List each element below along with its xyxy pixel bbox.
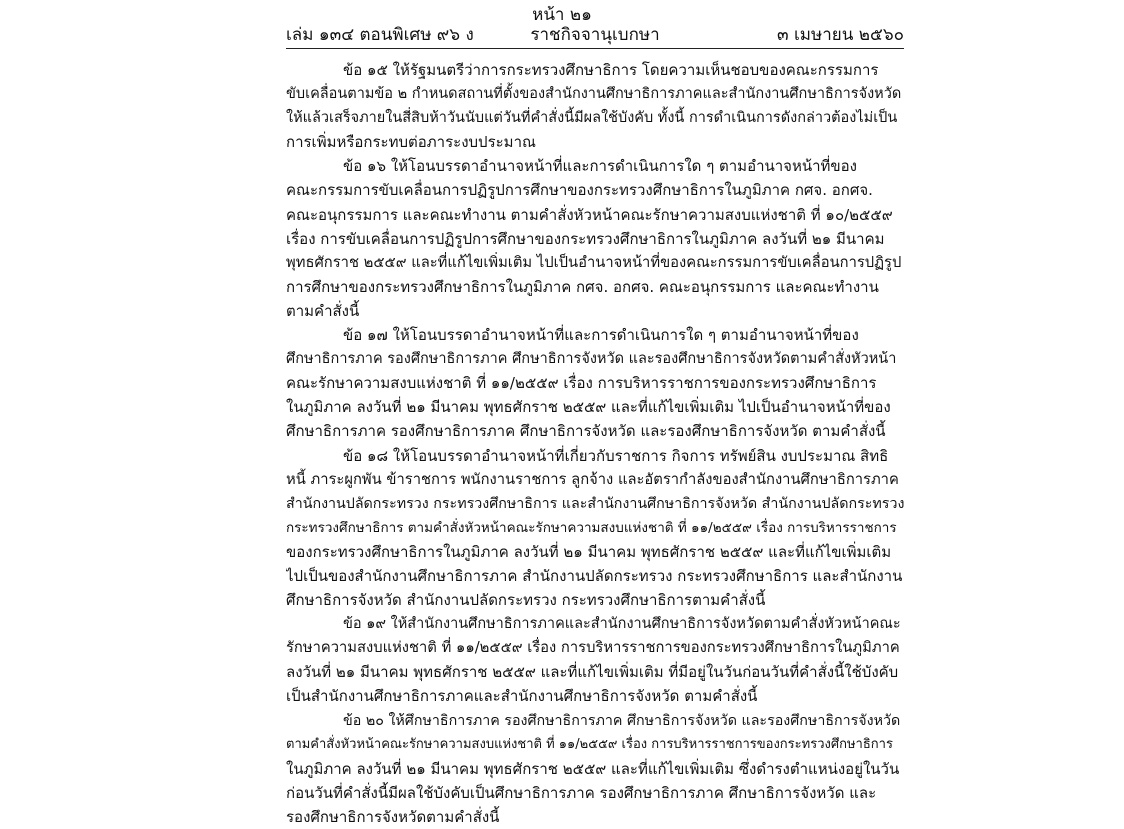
clause-line: การศึกษาของกระทรวงศึกษาธิการในภูมิภาค กศจ. อกศจ. คณะอนุกรรมการ และคณะทำงาน <box>286 277 879 296</box>
clause-line: ก่อนวันที่คำสั่งนี้มีผลใช้บังคับเป็นศึกษาธิการภาค รองศึกษาธิการภาค ศึกษาธิการจังหวัด และ <box>286 783 877 802</box>
clause-line: ขับเคลื่อนตามข้อ ๒ กำหนดสถานที่ตั้งของสำนักงานศึกษาธิการภาคและสำนักงานศึกษาธิการจังหวัด <box>286 86 902 103</box>
clause-line: การเพิ่มหรือกระทบต่อภาระงบประมาณ <box>286 133 536 152</box>
clause-line: กระทรวงศึกษาธิการ ตามคำสั่งหัวหน้าคณะรักษาความสงบแห่งชาติ ที่ ๑๑/๒๕๕๙ เรื่อง การบริหารราชการ <box>286 519 897 536</box>
clause-line: หนี้ ภาระผูกพัน ข้าราชการ พนักงานราชการ ลูกจ้าง และอัตรากำลังของสำนักงานศึกษาธิการภาค <box>286 470 899 488</box>
clause-first-line: ข้อ ๒๐ ให้ศึกษาธิการภาค รองศึกษาธิการภาค ศึกษาธิการจังหวัด และรองศึกษาธิการจังหวัด <box>343 712 901 729</box>
clause-line: ไปเป็นของสำนักงานศึกษาธิการภาค สำนักงานปลัดกระทรวง กระทรวงศึกษาธิการ และสำนักงาน <box>286 566 903 585</box>
clause-paragraph <box>286 154 904 323</box>
clause-paragraph <box>286 612 904 708</box>
clause-line: เป็นสำนักงานศึกษาธิการภาคและสำนักงานศึกษาธิการจังหวัด ตามคำสั่งนี้ <box>286 687 758 706</box>
clause-line: ในภูมิภาค ลงวันที่ ๒๑ มีนาคม พุทธศักราช ๒๕๕๙ และที่แก้ไขเพิ่มเติม ซึ่งดำรงตำแหน่งอยู่ในวัน <box>286 759 900 778</box>
clause-first-line: ข้อ ๑๗ ให้โอนบรรดาอำนาจหน้าที่และการดำเนินการใด ๆ ตามอำนาจหน้าที่ของ <box>343 326 859 345</box>
clause-first-line: ข้อ ๑๘ ให้โอนบรรดาอำนาจหน้าที่เกี่ยวกับราชการ กิจการ ทรัพย์สิน งบประมาณ สิทธิ <box>343 446 889 465</box>
clause-paragraph <box>286 709 904 829</box>
clause-line: คณะกรรมการขับเคลื่อนการปฏิรูปการศึกษาของกระทรวงศึกษาธิการในภูมิภาค กศจ. อกศจ. <box>286 181 873 200</box>
clause-line: ของกระทรวงศึกษาธิการในภูมิภาค ลงวันที่ ๒๑ มีนาคม พุทธศักราช ๒๕๕๙ และที่แก้ไขเพิ่มเติม <box>286 542 892 561</box>
document-body <box>286 58 904 829</box>
clause-line: ศึกษาธิการจังหวัด สำนักงานปลัดกระทรวง กระทรวงศึกษาธิการตามคำสั่งนี้ <box>286 591 766 610</box>
publication-date: ๓ เมษายน ๒๕๖๐ <box>776 25 904 45</box>
page-header <box>286 24 904 46</box>
clause-first-line: ข้อ ๑๙ ให้สำนักงานศึกษาธิการภาคและสำนักงานศึกษาธิการจังหวัดตามคำสั่งหัวหน้าคณะ <box>343 616 901 633</box>
clause-line: ให้แล้วเสร็จภายในสี่สิบห้าวันนับแต่วันที่คำสั่งนี้มีผลใช้บังคับ ทั้งนี้ การดำเนินการดังกล่าวต้องไม่เป็น <box>286 110 898 127</box>
clause-line: รักษาความสงบแห่งชาติ ที่ ๑๑/๒๕๕๙ เรื่อง การบริหารราชการของกระทรวงศึกษาธิการในภูมิภาค <box>286 639 900 657</box>
clause-line: ลงวันที่ ๒๑ มีนาคม พุทธศักราช ๒๕๕๙ และที่แก้ไขเพิ่มเติม ที่มีอยู่ในวันก่อนวันที่คำสั่งนี้ใช้บังคับ <box>286 663 899 682</box>
clause-first-line: ข้อ ๑๖ ให้โอนบรรดาอำนาจหน้าที่และการดำเนินการใด ๆ ตามอำนาจหน้าที่ของ <box>343 157 858 176</box>
clause-line: รองศึกษาธิการจังหวัดตามคำสั่งนี้ <box>286 807 500 826</box>
clause-line: พุทธศักราช ๒๕๕๙ และที่แก้ไขเพิ่มเติม ไปเป็นอำนาจหน้าที่ของคณะกรรมการขับเคลื่อนการปฏิรูป <box>286 253 902 271</box>
publication-name: ราชกิจจานุเบกษา <box>530 25 660 45</box>
clause-line: ในภูมิภาค ลงวันที่ ๒๑ มีนาคม พุทธศักราช ๒๕๕๙ และที่แก้ไขเพิ่มเติม ไปเป็นอำนาจหน้าที่ของ <box>286 398 891 417</box>
clause-line: เรื่อง การขับเคลื่อนการปฏิรูปการศึกษาของกระทรวงศึกษาธิการในภูมิภาค ลงวันที่ ๒๑ มีนาคม <box>286 229 885 248</box>
header-divider <box>286 48 904 49</box>
clause-line: คณะรักษาความสงบแห่งชาติ ที่ ๑๑/๒๕๕๙ เรื่อง การบริหารราชการของกระทรวงศึกษาธิการ <box>286 374 877 393</box>
clause-line: ศึกษาธิการภาค รองศึกษาธิการภาค ศึกษาธิการจังหวัด และรองศึกษาธิการจังหวัดตามคำสั่งหัวหน้า <box>286 351 897 368</box>
clause-line: คณะอนุกรรมการ และคณะทำงาน ตามคำสั่งหัวหน้าคณะรักษาความสงบแห่งชาติ ที่ ๑๐/๒๕๕๙ <box>286 205 893 224</box>
volume-info: เล่ม ๑๓๔ ตอนพิเศษ ๙๖ ง <box>286 25 474 45</box>
clause-first-line: ข้อ ๑๕ ให้รัฐมนตรีว่าการกระทรวงศึกษาธิการ โดยความเห็นชอบของคณะกรรมการ <box>343 61 879 79</box>
clause-line: ตามคำสั่งนี้ <box>286 301 360 320</box>
clause-line: ศึกษาธิการภาค รองศึกษาธิการภาค ศึกษาธิการจังหวัด และรองศึกษาธิการจังหวัด ตามคำสั่งนี้ <box>286 422 886 441</box>
clause-line: สำนักงานปลัดกระทรวง กระทรวงศึกษาธิการ และสำนักงานศึกษาธิการจังหวัด สำนักงานปลัดกระทรวง <box>286 495 904 512</box>
clause-paragraph <box>286 58 904 154</box>
clause-paragraph <box>286 444 904 613</box>
clause-paragraph <box>286 323 904 443</box>
clause-line: ตามคำสั่งหัวหน้าคณะรักษาความสงบแห่งชาติ ที่ ๑๑/๒๕๕๙ เรื่อง การบริหารราชการของกระทรวงศึกษาธิการ <box>286 736 893 752</box>
page-number: หน้า ๒๑ <box>532 5 592 25</box>
